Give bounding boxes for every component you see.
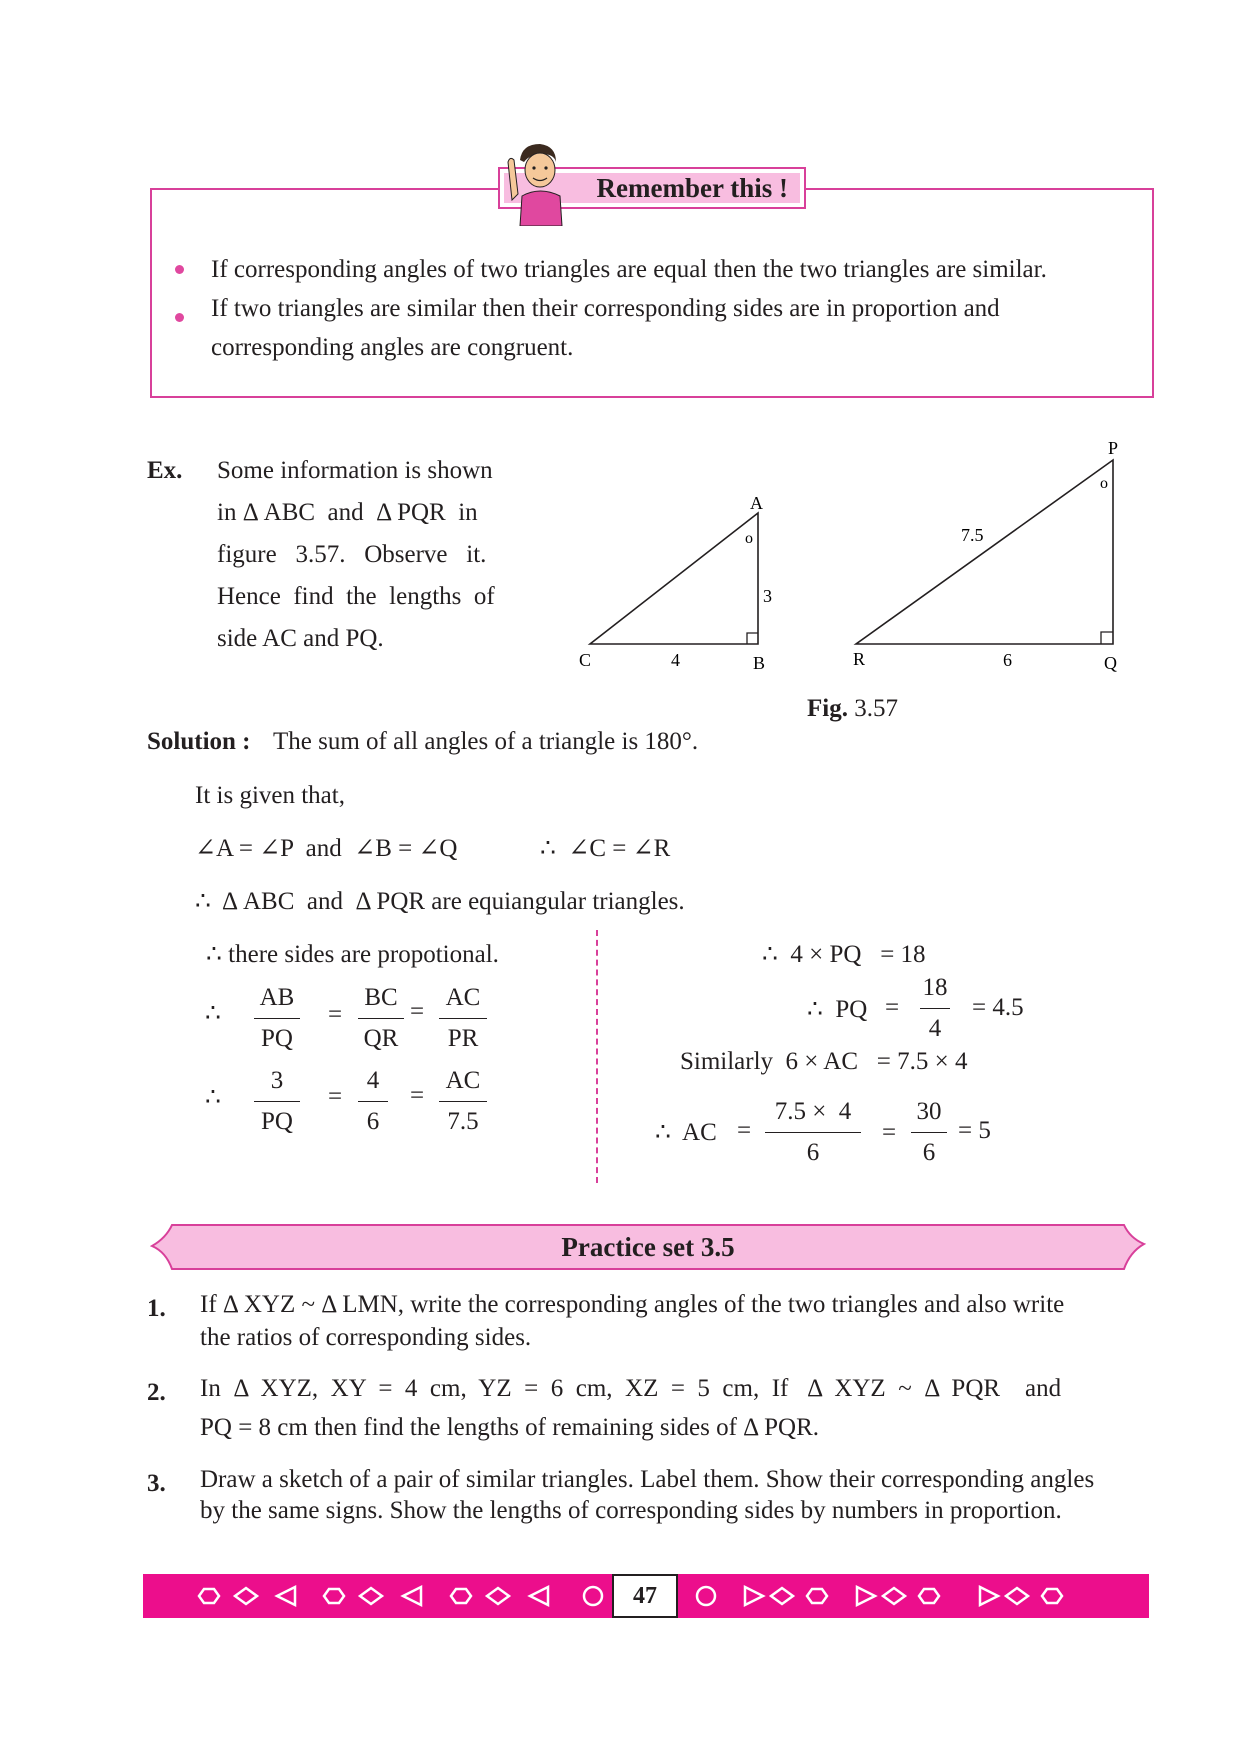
numerator: 30 xyxy=(916,1098,942,1125)
equals-sign: = xyxy=(882,1119,897,1146)
solution-line-4: ∴ Δ ABC and Δ PQR are equiangular triangles. xyxy=(195,888,685,915)
denominator: PR xyxy=(447,1025,479,1052)
example-line-4: Hence find the lengths of xyxy=(217,583,495,610)
triangle-shape xyxy=(857,1587,875,1605)
practice-item-1-line-2: the ratios of corresponding sides. xyxy=(200,1324,532,1351)
example-label: Ex. xyxy=(147,457,183,484)
fraction-4-6 xyxy=(358,1063,388,1140)
vertex-a: A xyxy=(750,493,763,513)
right-angle-mark-q xyxy=(1101,632,1113,644)
fraction-bc-qr xyxy=(358,980,404,1057)
triangle-shape xyxy=(403,1587,421,1605)
practice-item-3-line-1: Draw a sketch of a pair of similar triangles. Label them. Show their corresponding angles xyxy=(200,1466,1095,1493)
fraction-3-pq xyxy=(254,1063,300,1140)
vertex-b: B xyxy=(753,653,766,673)
hexagon-shape xyxy=(919,1589,939,1603)
figure-caption-number: 3.57 xyxy=(854,695,898,722)
solution-line-2: It is given that, xyxy=(195,782,345,809)
circle-shape xyxy=(584,1587,602,1605)
practice-item-2-line-2: PQ = 8 cm then find the lengths of remaining sides of Δ PQR. xyxy=(200,1414,820,1441)
fraction-ac-pr xyxy=(439,980,487,1057)
right-line-4-lhs: ∴ AC xyxy=(655,1119,717,1146)
triangle-shape xyxy=(277,1587,295,1605)
fraction-ab-pq xyxy=(254,980,300,1057)
fraction-ac-7-5 xyxy=(439,1063,487,1140)
right-line-3: Similarly 6 × AC = 7.5 × 4 xyxy=(680,1048,968,1075)
fraction-7-5x4-6 xyxy=(765,1094,861,1171)
hexagon-shape xyxy=(1042,1589,1062,1603)
bullet-dot xyxy=(175,265,184,274)
numerator: 18 xyxy=(922,974,948,1001)
remember-title: Remember this ! xyxy=(596,172,788,203)
vertex-r: R xyxy=(853,649,866,669)
practice-item-1-line-1: If Δ XYZ ~ Δ LMN, write the corresponding angles of the two triangles and also write xyxy=(200,1291,1065,1318)
solution-line-3b: ∴ ∠C = ∠R xyxy=(540,835,671,862)
practice-item-3-num: 3. xyxy=(147,1470,166,1497)
triangle-shape xyxy=(980,1587,998,1605)
practice-item-1-num: 1. xyxy=(147,1295,166,1322)
right-line-4-rhs: = 5 xyxy=(958,1117,991,1144)
solution-line-3a: ∠A = ∠P and ∠B = ∠Q xyxy=(195,835,458,862)
fraction-18-4 xyxy=(920,970,950,1047)
example-line-3: figure 3.57. Observe it. xyxy=(217,541,487,568)
solution-label: Solution : xyxy=(147,728,251,755)
vertex-p: P xyxy=(1108,438,1119,458)
equals-sign: = xyxy=(410,1082,425,1109)
denominator: 6 xyxy=(922,1139,936,1166)
numerator: AC xyxy=(445,1067,481,1094)
solution-line-1: The sum of all angles of a triangle is 180°. xyxy=(273,728,699,755)
triangle-shape xyxy=(530,1587,548,1605)
triangle-pqr xyxy=(856,460,1113,644)
numerator: BC xyxy=(364,984,398,1011)
bullet-dot xyxy=(175,313,184,322)
boy-illustration xyxy=(498,140,578,226)
equals-sign: = xyxy=(885,994,900,1021)
numerator: 4 xyxy=(366,1067,380,1094)
therefore-symbol: ∴ xyxy=(205,1000,221,1027)
therefore-symbol: ∴ xyxy=(205,1084,221,1111)
right-line-1: ∴ 4 × PQ = 18 xyxy=(762,941,926,968)
figure-caption-label: Fig. xyxy=(807,695,848,722)
hexagon-shape xyxy=(199,1589,219,1603)
side-cb-length: 4 xyxy=(671,650,680,670)
remember-bullet-2: If two triangles are similar then their corresponding sides are in proportion and xyxy=(211,295,1000,322)
side-ab-length: 3 xyxy=(763,586,772,606)
denominator: PQ xyxy=(261,1108,293,1135)
page-number: 47 xyxy=(612,1574,678,1618)
side-rq-length: 6 xyxy=(1003,650,1012,670)
side-pr-length: 7.5 xyxy=(961,525,984,545)
example-line-1: Some information is shown xyxy=(217,457,493,484)
triangle-shape xyxy=(745,1587,763,1605)
fraction-30-6 xyxy=(911,1094,947,1171)
remember-bullet-2-cont: corresponding angles are congruent. xyxy=(211,334,574,361)
angle-mark-p: o xyxy=(1100,475,1108,492)
numerator: 3 xyxy=(270,1067,284,1094)
remember-bullet-1: If corresponding angles of two triangles are equal then the two triangles are similar. xyxy=(211,256,1047,283)
diamond-shape xyxy=(235,1588,257,1604)
diamond-shape xyxy=(883,1588,905,1604)
numerator: AB xyxy=(259,984,295,1011)
denominator: 6 xyxy=(366,1108,380,1135)
vertex-q: Q xyxy=(1104,653,1117,673)
equals-sign: = xyxy=(328,1083,343,1110)
example-line-5: side AC and PQ. xyxy=(217,625,384,652)
example-line-2: in Δ ABC and Δ PQR in xyxy=(217,499,478,526)
hexagon-shape xyxy=(324,1589,344,1603)
right-line-2-lhs: ∴ PQ xyxy=(807,996,868,1023)
right-line-2-rhs: = 4.5 xyxy=(972,994,1024,1021)
hexagon-shape xyxy=(807,1589,827,1603)
hexagon-shape xyxy=(451,1589,471,1603)
diamond-shape xyxy=(771,1588,793,1604)
solution-line-5: ∴ there sides are propotional. xyxy=(206,941,499,968)
denominator: 6 xyxy=(806,1139,820,1166)
diamond-shape xyxy=(360,1588,382,1604)
practice-item-3-line-2: by the same signs. Show the lengths of corresponding sides by numbers in proportion. xyxy=(200,1497,1062,1524)
denominator: QR xyxy=(363,1025,399,1052)
column-divider xyxy=(596,930,598,1183)
numerator: 7.5 × 4 xyxy=(774,1098,852,1125)
equals-sign: = xyxy=(410,998,425,1025)
circle-shape xyxy=(697,1587,715,1605)
denominator: 7.5 xyxy=(447,1108,479,1135)
denominator: 4 xyxy=(928,1015,942,1042)
right-angle-mark-b xyxy=(747,633,758,644)
angle-mark-a: o xyxy=(745,530,753,547)
practice-title: Practice set 3.5 xyxy=(561,1232,735,1262)
equals-sign: = xyxy=(737,1117,752,1144)
equals-sign: = xyxy=(328,1001,343,1028)
vertex-c: C xyxy=(579,650,592,670)
triangle-abc xyxy=(590,513,758,644)
figure-caption xyxy=(807,695,898,723)
numerator: AC xyxy=(445,984,481,1011)
figure-3-57 xyxy=(560,420,1140,690)
diamond-shape xyxy=(487,1588,509,1604)
practice-item-2-num: 2. xyxy=(147,1379,166,1406)
denominator: PQ xyxy=(261,1025,293,1052)
practice-item-2-line-1: In Δ XYZ, XY = 4 cm, YZ = 6 cm, XZ = 5 cm, If Δ XYZ ~ Δ PQR and xyxy=(200,1375,1062,1402)
diamond-shape xyxy=(1006,1588,1028,1604)
